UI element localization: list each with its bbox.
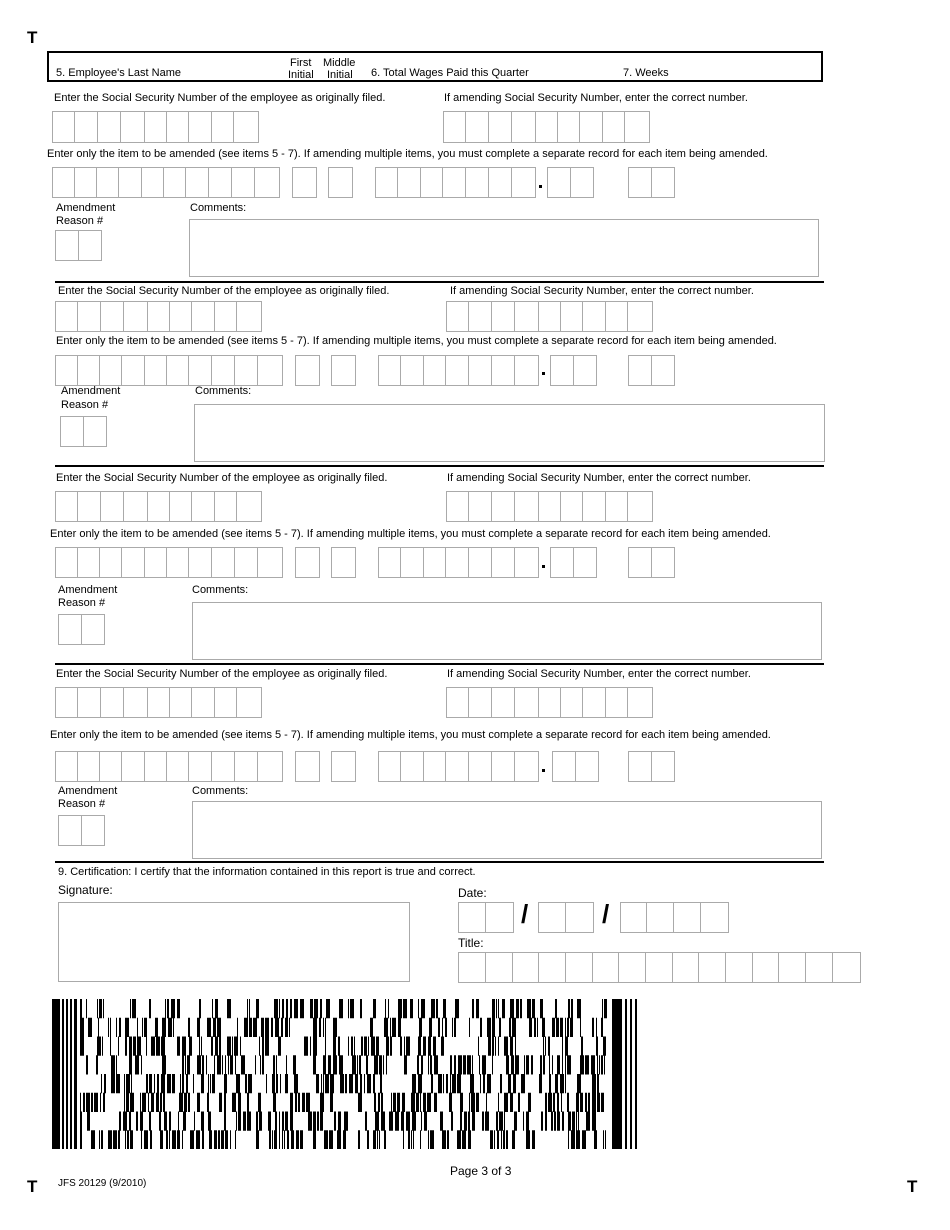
wages-dollars-input[interactable] (378, 355, 539, 386)
total-wages-header: 6. Total Wages Paid this Quarter (371, 67, 529, 79)
ssn-original-input[interactable] (55, 491, 262, 522)
comments-input[interactable] (192, 602, 822, 660)
amendment-reason-label-line2: Reason # (58, 798, 106, 810)
comments-input[interactable] (194, 404, 825, 462)
record-divider (55, 281, 824, 283)
decimal-point (542, 565, 545, 568)
record-divider (55, 465, 824, 467)
comments-label: Comments: (192, 584, 249, 596)
weeks-input[interactable] (628, 167, 675, 198)
first-initial-header-bottom: Initial (288, 69, 314, 81)
amendment-reason-input[interactable] (58, 815, 105, 846)
amendment-reason-label-line2: Reason # (56, 215, 104, 227)
first-initial-input[interactable] (295, 547, 320, 578)
wages-dollars-input[interactable] (378, 751, 539, 782)
amendment-reason-label-line1: Amendment (58, 584, 118, 596)
amend-instruction: Enter only the item to be amended (see items 5 - 7). If amending multiple items, you must complete a separate record for each item being amended. (50, 528, 771, 540)
date-separator: / (521, 899, 529, 929)
ssn-correct-label: If amending Social Security Number, enter the correct number. (444, 92, 748, 104)
wages-dollars-input[interactable] (378, 547, 539, 578)
amendment-reason-input[interactable] (58, 614, 105, 645)
registration-mark-bottom-right: T (907, 1177, 918, 1196)
registration-mark-top-left: T (27, 28, 38, 47)
weeks-header: 7. Weeks (623, 67, 669, 79)
record-divider (55, 663, 824, 665)
ssn-correct-input[interactable] (446, 301, 653, 332)
comments-input[interactable] (192, 801, 822, 859)
first-initial-input[interactable] (295, 751, 320, 782)
wages-cents-input[interactable] (547, 167, 594, 198)
date-year-input[interactable] (620, 902, 729, 933)
amendment-reason-input[interactable] (60, 416, 107, 447)
title-label: Title: (458, 936, 484, 950)
ssn-correct-input[interactable] (443, 111, 650, 143)
title-input[interactable] (458, 952, 861, 983)
amendment-reason-input[interactable] (55, 230, 102, 261)
last-name-input[interactable] (55, 547, 283, 578)
decimal-point (542, 372, 545, 375)
wages-cents-input[interactable] (552, 751, 599, 782)
comments-label: Comments: (195, 385, 252, 397)
middle-initial-input[interactable] (331, 547, 356, 578)
comments-label: Comments: (192, 785, 249, 797)
date-label: Date: (458, 886, 487, 900)
certification-statement: 9. Certification: I certify that the information contained in this report is true and correct. (58, 866, 476, 878)
ssn-original-label: Enter the Social Security Number of the employee as originally filed. (58, 285, 390, 297)
ssn-correct-input[interactable] (446, 687, 653, 718)
comments-input[interactable] (189, 219, 819, 277)
weeks-input[interactable] (628, 355, 675, 386)
decimal-point (539, 185, 542, 188)
middle-initial-header-bottom: Initial (327, 69, 353, 81)
record-divider (55, 861, 824, 863)
barcode-image (52, 999, 640, 1149)
date-month-input[interactable] (458, 902, 514, 933)
ssn-correct-label: If amending Social Security Number, enter the correct number. (447, 668, 751, 680)
ssn-original-input[interactable] (55, 301, 262, 332)
last-name-input[interactable] (55, 751, 283, 782)
decimal-point (542, 769, 545, 772)
ssn-original-label: Enter the Social Security Number of the employee as originally filed. (54, 92, 386, 104)
ssn-original-label: Enter the Social Security Number of the employee as originally filed. (56, 668, 388, 680)
registration-mark-bottom-left: T (27, 1177, 38, 1196)
first-initial-input[interactable] (292, 167, 317, 198)
form-id: JFS 20129 (9/2010) (58, 1178, 147, 1189)
amend-instruction: Enter only the item to be amended (see items 5 - 7). If amending multiple items, you must complete a separate record for each item being amended. (56, 335, 777, 347)
date-day-input[interactable] (538, 902, 594, 933)
amendment-reason-label-line1: Amendment (58, 785, 118, 797)
signature-input[interactable] (58, 902, 410, 982)
amendment-reason-label-line2: Reason # (61, 399, 109, 411)
middle-initial-input[interactable] (331, 751, 356, 782)
middle-initial-input[interactable] (328, 167, 353, 198)
ssn-correct-label: If amending Social Security Number, enter the correct number. (447, 472, 751, 484)
first-initial-header-top: First (290, 57, 312, 69)
weeks-input[interactable] (628, 547, 675, 578)
amendment-reason-label-line1: Amendment (56, 202, 116, 214)
wages-cents-input[interactable] (550, 355, 597, 386)
wages-dollars-input[interactable] (375, 167, 536, 198)
middle-initial-input[interactable] (331, 355, 356, 386)
amend-instruction: Enter only the item to be amended (see items 5 - 7). If amending multiple items, you must complete a separate record for each item being amended. (47, 148, 768, 160)
comments-label: Comments: (190, 202, 247, 214)
ssn-original-label: Enter the Social Security Number of the employee as originally filed. (56, 472, 388, 484)
wages-cents-input[interactable] (550, 547, 597, 578)
employee-last-name-header: 5. Employee's Last Name (56, 67, 181, 79)
last-name-input[interactable] (52, 167, 280, 198)
first-initial-input[interactable] (295, 355, 320, 386)
ssn-original-input[interactable] (55, 687, 262, 718)
middle-initial-header-top: Middle (323, 57, 356, 69)
ssn-correct-input[interactable] (446, 491, 653, 522)
amend-instruction: Enter only the item to be amended (see items 5 - 7). If amending multiple items, you must complete a separate record for each item being amended. (50, 729, 771, 741)
amendment-reason-label-line2: Reason # (58, 597, 106, 609)
amendment-reason-label-line1: Amendment (61, 385, 121, 397)
page-number: Page 3 of 3 (450, 1164, 512, 1178)
date-separator: / (602, 899, 610, 929)
ssn-original-input[interactable] (52, 111, 259, 143)
last-name-input[interactable] (55, 355, 283, 386)
weeks-input[interactable] (628, 751, 675, 782)
signature-label: Signature: (58, 883, 113, 897)
ssn-correct-label: If amending Social Security Number, enter the correct number. (450, 285, 754, 297)
